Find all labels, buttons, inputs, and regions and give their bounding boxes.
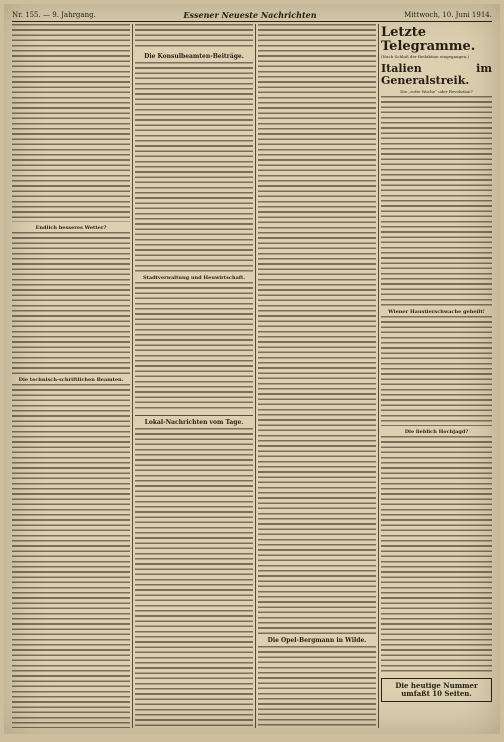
article-heading: Die technisch-schriftlichen Beamten. [18,377,124,383]
article-body [12,232,130,374]
main-subheadline: Die „rotte Woche“ oder Revolution? [400,89,473,94]
issue-number: Nr. 155. — 9. Jahrgang. [12,10,96,19]
article-body [12,384,130,728]
telegrams-subtitle: (Nach Schluß der Redaktion eingegangen.) [381,54,469,59]
article-heading: Wiener Haustierschwache geheilt! [388,309,485,315]
article-body [12,24,130,222]
main-headline: Italien im Generalstreik. [381,62,492,87]
article-heading: Die Opel-Bergmann in Wilde. [267,637,367,644]
article-heading: Endlich besseres Wetter? [35,225,107,231]
column-rule [132,24,133,728]
article-body [135,282,253,412]
article-body [135,24,253,50]
column-1 [12,24,130,728]
column-3 [258,24,376,728]
article-body [381,316,492,426]
article-body [381,96,492,306]
article-body [135,428,253,728]
newspaper-name: Essener Neueste Nachrichten [183,9,317,20]
page-header [12,8,492,22]
telegrams-title: Letzte Telegramme. [381,25,476,54]
article-body [381,436,492,674]
issue-date: Mittwoch, 10. Juni 1914. [404,10,492,19]
page-count-notice: Die heutige Nummer umfaßt 10 Seiten. [381,678,492,702]
column-rule [378,24,379,728]
article-body [258,24,376,634]
article-body [135,62,253,272]
newspaper-page [4,4,500,734]
column-2 [135,24,253,728]
article-heading: Lokal-Nachrichten vom Tage. [144,419,244,426]
column-4 [381,24,492,728]
article-body [258,646,376,728]
article-heading: Stadtverwaltung und Heuwirtschaft. [142,275,246,281]
article-heading: Die Konsulbeamten-Beiträge. [144,53,244,60]
divider [135,415,253,416]
column-rule [255,24,256,728]
article-heading: Die lieblich Hochjagd? [404,429,469,435]
